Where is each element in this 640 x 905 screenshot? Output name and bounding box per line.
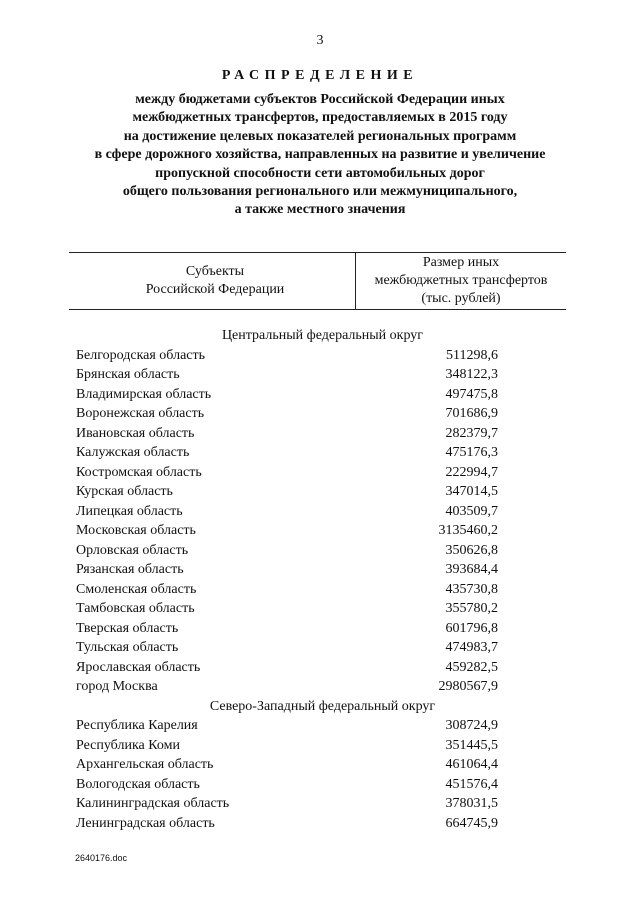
document-title: РАСПРЕДЕЛЕНИЕ [221, 68, 419, 83]
region-name: Республика Карелия [76, 718, 198, 733]
table-row [69, 346, 566, 366]
table-row [69, 463, 566, 483]
region-name: Вологодская область [76, 776, 200, 792]
table-row [69, 404, 566, 424]
region-name: Тверская область [76, 620, 179, 636]
table-row [69, 560, 566, 580]
region-name: Республика Коми [76, 737, 180, 753]
transfer-amount: 222994,7 [445, 464, 498, 480]
table-row [69, 716, 566, 736]
subtitle-line: межбюджетных трансфертов, предоставляемых в 2015 году [132, 110, 508, 126]
amount-header-line: Размер иных [422, 255, 500, 270]
transfer-amount: 701686,9 [445, 406, 498, 421]
region-name: Калужская область [76, 445, 190, 460]
transfer-amount: 393684,4 [445, 562, 498, 577]
transfer-amount: 347014,5 [445, 484, 498, 499]
region-name: Тульская область [76, 640, 179, 655]
subtitle-line: а также местного значения [234, 202, 406, 218]
region-name: Костромская область [76, 464, 202, 480]
table-row [69, 580, 566, 600]
region-name: Ленинградская область [76, 815, 215, 831]
subject-header-line: Субъекты [185, 264, 245, 279]
region-name: Рязанская область [76, 562, 184, 577]
amount-header-line: (тыс. рублей) [421, 291, 501, 306]
transfer-amount: 282379,7 [445, 425, 498, 441]
region-name: Курская область [76, 484, 173, 499]
table-row [69, 599, 566, 619]
transfer-amount: 3135460,2 [438, 523, 498, 538]
transfer-amount: 351445,5 [445, 737, 498, 753]
transfer-amount: 511298,6 [446, 347, 498, 363]
table-row [69, 736, 566, 756]
footer-file-name: 2640176.doc [75, 853, 128, 863]
table-row [69, 521, 566, 541]
subtitle-line: между бюджетами субъектов Российской Федерации иных [135, 92, 505, 107]
table-row [69, 775, 566, 795]
table-body [69, 326, 566, 833]
transfer-amount: 348122,3 [445, 367, 498, 382]
region-name: Белгородская область [76, 347, 206, 363]
table-row [69, 677, 566, 697]
subtitle-line: на достижение целевых показателей региональных программ [123, 128, 517, 144]
subtitle-line: в сфере дорожного хозяйства, направленных на развитие и увеличение [94, 147, 546, 163]
table-row [69, 541, 566, 561]
region-name: Тамбовская область [76, 601, 195, 616]
table-header [69, 252, 566, 310]
region-name: Смоленская область [76, 581, 197, 597]
region-name: Архангельская область [76, 757, 214, 772]
subtitle-line: общего пользования регионального или межмуниципального, [122, 184, 518, 200]
table-row [69, 502, 566, 522]
transfer-amount: 497475,8 [445, 386, 498, 402]
district-heading: Северо-Западный федеральный округ [209, 698, 436, 714]
amount-column-header [356, 253, 566, 309]
transfer-amount: 475176,3 [445, 445, 498, 460]
transfer-amount: 664745,9 [445, 815, 498, 831]
transfer-amount: 308724,9 [445, 718, 498, 733]
table-row [69, 365, 566, 385]
region-name: Воронежская область [76, 406, 205, 421]
subject-header-line: Российской Федерации [145, 282, 285, 297]
document-subtitle [0, 91, 640, 220]
subject-column-header [69, 253, 355, 309]
transfer-amount: 403509,7 [445, 503, 498, 519]
table-row [69, 794, 566, 814]
region-name: Орловская область [76, 542, 189, 558]
transfer-amount: 459282,5 [445, 659, 498, 675]
table-row [69, 814, 566, 834]
region-name: город Москва [76, 679, 158, 694]
table-row [69, 443, 566, 463]
table-row [69, 658, 566, 678]
amount-header-line: межбюджетных трансфертов [374, 273, 548, 288]
table-row [69, 482, 566, 502]
region-name: Московская область [76, 523, 196, 538]
transfer-amount: 601796,8 [445, 620, 498, 636]
district-heading: Центральный федеральный округ [221, 328, 424, 343]
transfer-amount: 451576,4 [445, 776, 498, 792]
transfer-amount: 461064,4 [445, 757, 498, 772]
region-name: Калининградская область [76, 796, 230, 811]
transfer-amount: 435730,8 [445, 581, 498, 597]
table-row [69, 424, 566, 444]
region-name: Липецкая область [76, 503, 183, 519]
region-name: Ивановская область [76, 425, 195, 441]
subtitle-line: пропускной способности сети автомобильных дорог [155, 165, 485, 181]
region-name: Ярославская область [76, 659, 201, 675]
table-row [69, 638, 566, 658]
transfer-amount: 355780,2 [445, 601, 498, 616]
region-name: Брянская область [76, 367, 180, 382]
table-row [69, 385, 566, 405]
transfer-amount: 2980567,9 [438, 679, 498, 694]
transfer-amount: 378031,5 [445, 796, 498, 811]
transfer-amount: 474983,7 [445, 640, 498, 655]
region-name: Владимирская область [76, 386, 212, 402]
table-row [69, 619, 566, 639]
table-row [69, 755, 566, 775]
page-number: 3 [316, 33, 324, 48]
transfer-amount: 350626,8 [445, 542, 498, 558]
